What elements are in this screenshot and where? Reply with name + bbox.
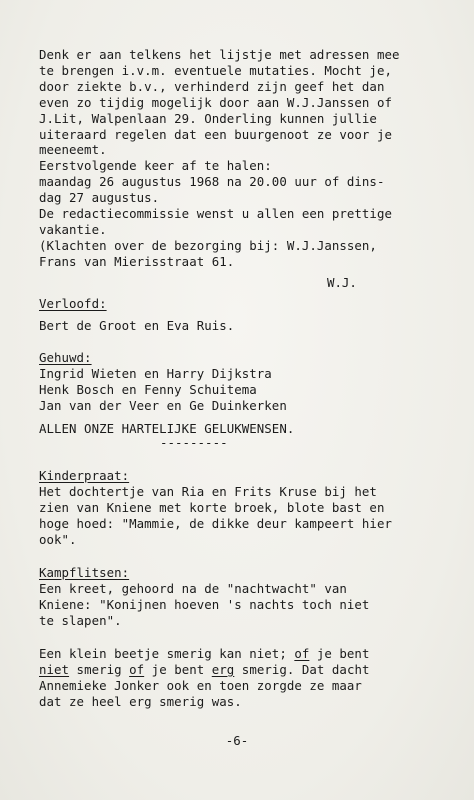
intro-line: even zo tijdig mogelijk door aan W.J.Janssen of	[39, 94, 392, 110]
closing-text: dat ze heel erg smerig was.	[39, 693, 242, 709]
verloofd-line: Bert de Groot en Eva Ruis.	[39, 318, 235, 333]
intro-paragraph	[39, 47, 399, 270]
gehuwd-list	[39, 366, 287, 414]
emphasis-of: of	[129, 661, 145, 677]
closing-paragraph	[39, 646, 369, 710]
emphasis-erg: erg	[211, 661, 235, 677]
kinderpraat-line: Het dochtertje van Ria en Frits Kruse bij het	[39, 484, 377, 499]
closing-text: Een klein beetje smerig kan niet;	[39, 646, 295, 661]
intro-line: Frans van Mierisstraat 61.	[39, 253, 235, 269]
intro-line: uiteraard regelen dat een buurgenoot ze voor je	[39, 126, 392, 142]
emphasis-niet: niet	[39, 661, 70, 677]
congratulations-line: ALLEN ONZE HARTELIJKE GELUKWENSEN.	[39, 421, 295, 436]
intro-line: dag 27 augustus.	[39, 190, 160, 206]
kampflitsen-line: Een kreet, gehoord na de "nachtwacht" van	[39, 581, 347, 596]
intro-line: (Klachten over de bezorging bij: W.J.Janssen,	[39, 237, 377, 253]
kinderpraat-body	[39, 484, 392, 548]
gehuwd-line: Jan van der Veer en Ge Duinkerken	[39, 397, 287, 413]
closing-text: smerig. Dat dacht	[234, 661, 370, 677]
intro-line: meeneemt.	[39, 142, 107, 158]
divider: ---------	[160, 435, 228, 450]
closing-text: je bent	[144, 661, 212, 677]
emphasis-of: of	[294, 646, 310, 661]
kampflitsen-line: Kniene: "Konijnen hoeven 's nachts toch niet	[39, 596, 370, 612]
intro-line: te brengen i.v.m. eventuele mutaties. Mocht je,	[39, 62, 392, 78]
closing-text: je bent	[309, 646, 370, 661]
page-number: -6-	[225, 733, 249, 748]
gehuwd-line: Henk Bosch en Fenny Schuitema	[39, 381, 257, 397]
intro-line: Denk er aan telkens het lijstje met adressen mee	[39, 47, 400, 62]
intro-line: J.Lit, Walpenlaan 29. Onderling kunnen jullie	[39, 110, 377, 126]
kinderpraat-line: zien van Kniene met korte broek, blote bast en	[39, 499, 385, 515]
intro-line: De redactiecommissie wenst u allen een prettige	[39, 206, 392, 222]
kinderpraat-line: hoge hoed: "Mammie, de dikke deur kampeert hier	[39, 515, 392, 531]
kinderpraat-heading: Kinderpraat:	[39, 468, 130, 483]
verloofd-heading: Verloofd:	[39, 296, 107, 311]
kampflitsen-line: te slapen".	[39, 612, 122, 628]
intro-line: Eerstvolgende keer af te halen:	[39, 158, 272, 174]
kinderpraat-line: ook".	[39, 531, 77, 547]
kampflitsen-body	[39, 581, 369, 629]
intro-line: door ziekte b.v., verhinderd zijn geef het dan	[39, 78, 385, 94]
intro-line: maandag 26 augustus 1968 na 20.00 uur of dins-	[39, 174, 385, 190]
gehuwd-heading: Gehuwd:	[39, 350, 92, 365]
closing-text: Annemieke Jonker ook en toen zorgde ze maar	[39, 677, 362, 693]
kampflitsen-heading: Kampflitsen:	[39, 565, 130, 580]
closing-text: smerig	[69, 661, 130, 677]
gehuwd-line: Ingrid Wieten en Harry Dijkstra	[39, 366, 272, 381]
signature: W.J.	[327, 275, 357, 290]
intro-line: vakantie.	[39, 221, 107, 237]
